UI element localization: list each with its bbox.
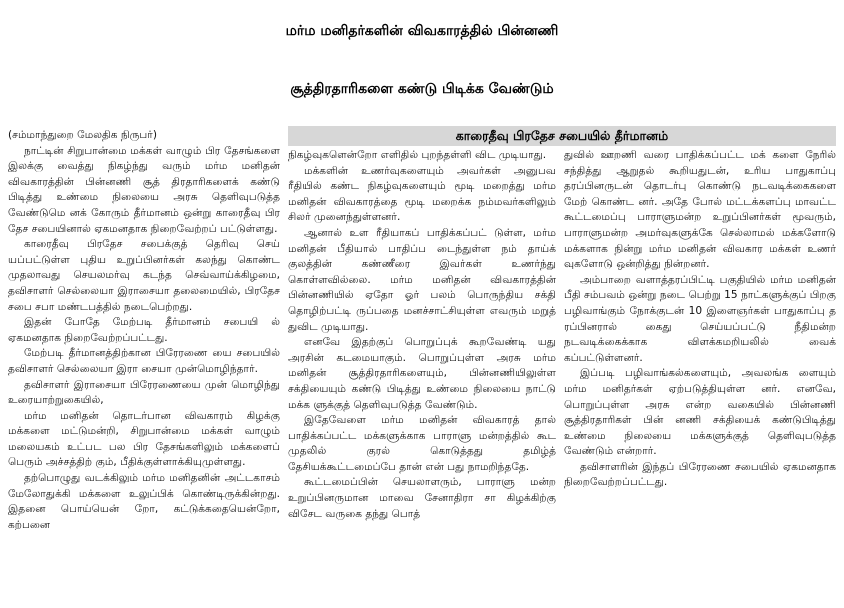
paragraph: கூட்டமைப்பின் செயலாளரும், பாராளு மன்ற உறுப்பினருமான மாவை சேனாதிரா சா கிழக்கிற்கு விசேட வருகை தந்து பொத் xyxy=(288,476,556,520)
headline-line-2: சூத்திரதாரிகளை கண்டு பிடிக்க வேண்டும் xyxy=(290,81,554,97)
headline-line-1: மர்ம மனிதர்களின் விவகாரத்தில் பின்னணி xyxy=(285,23,559,39)
paragraph: நாட்டின் சிறுபான்மை மக்கள் வாழும் பிர தேசங்களை இலக்கு வைத்து நிகழ்ந்து வரும் மர்ம மனிதன் விவகாரத்தின் பின்னணி சூத் திரதாரிகளைக் கண்டு பிடித்து உண்மை நிலையை அரசு தெளிவுபடுத்த வேண்டுமெ னக் கோரும் தீர்மானம் ஒன்று காரைதீவு பிர தேச சபையினால் ஏகமனதாக நிறைவேற்றப் பட்டுள்ளது. xyxy=(8,144,280,235)
paragraph: மர்ம மனிதன் தொடர்பான விவகாரம் கிழக்கு மக்களை மட்டுமன்றி, சிறுபான்மை மக்கள் வாழும் மலையகம் உட்பட பல பிர தேசங்களிலும் மக்களைப் பெரும் அச்சத்திற் கும், பீதிக்குள்ளாக்கியுமுள்ளது. xyxy=(8,409,280,469)
paragraph: இப்படி பழிவாங்கல்களையும், அவலங்க ளையும் மர்ம மனிதர்கள் ஏற்படுத்தியுள்ள னர். எனவே, பொறுப்புள்ள அரசு என்ற வகையில் பின்னணி சூத்திரதாரிகள் பின் னணி சக்தியைக் கண்டுபிடித்து உண்மை நிலையை மக்களுக்குத் தெளிவுபடுத்த வேண்டும் என்றார். xyxy=(564,367,836,458)
paragraph: தற்பொழுது வடக்கிலும் மர்ம மனிதனின் அட்டகாசம் மேலோதுக்கி மக்களை உலுப்பிக் கொண்டிருக்கின்றது. இதனை பொய்யென் றோ, கட்டுக்கதையென்றோ, கற்பனை xyxy=(8,472,280,531)
paragraph: மேற்படி தீர்மானத்திற்கான பிரேரணை யை சபையில் தவிசாளர் செல்லையா இரா சையா முன்மொழிந்தார். xyxy=(8,347,280,375)
paragraph: காரைதீவு பிரதேச சபைக்குத் தெரிவு செய் யப்பட்டுள்ள புதிய உறுப்பினர்கள் கலந்து கொண்ட முதலாவது செயலமர்வு கடந்த செவ்வாய்க்கிழமை, தவிசாளர் செல்லையா இராசையா தலைமையில், பிரதேச சபை சபா மண்டபத்தில் நடைபெற்றது. xyxy=(8,238,280,313)
article-column-2 xyxy=(288,148,556,604)
paragraph: மக்களின் உணர்வுகளையும் அவர்கள் அனுபவ ரீதியில் கண்ட நிகழ்வுகளையும் மூடி மறைத்து மர்ம மனிதன் விவகாரத்தை மூடி மறைக்க நம்மவர்களிலும் சிலர் முனைந்துள்ளனர். xyxy=(288,164,556,224)
paragraph: எனவே இதற்குப் பொறுப்புக் கூறவேண்டி யது அரசின் கடமையாகும். பொறுப்புள்ள அரசு மர்ம மனிதன் சூத்திரதாரிகளையும், பின்னணியிலுள்ள சக்தியையும் கண்டு பிடித்து உண்மை நிலையை நாட்டு மக்க ளுக்குத் தெளிவுபடுத்த வேண்டும். xyxy=(288,336,556,411)
paragraph: நிகழ்வுகளென்றோ எளிதில் புறந்தள்ளி விட முடியாது. xyxy=(288,149,547,161)
article-column-1 xyxy=(8,128,280,604)
paragraph: துவில் ஊறணி வரை பாதிக்கப்பட்ட மக் களை நேரில் சந்தித்து ஆறுதல் கூறியதுடன், உரிய பாதுகாப்பு தரப்பினருடன் தொடர்பு கொண்டு நடவடிக்கைகளை மேற் கொண்ட னர். அதே போல் மட்டக்களப்பு மாவட்ட கூட்டமைப்பு பாராளுமன்ற உறுப்பினர்கள் மூவரும், பாராளுமன்ற அமர்வுகளுக்கே செல்லாமல் மக்களோடு மக்களாக நின்று மர்ம மனிதன் விவகார மக்கள் உணர் வுகளோடு ஒன்றித்து நின்றனர். xyxy=(564,149,836,271)
paragraph: இதன் போதே மேற்படி தீர்மானம் சபையி ல் ஏகமனதாக நிறைவேற்றப்பட்டது. xyxy=(8,316,280,344)
byline: (சம்மாந்துறை மேலதிக நிருபர்) xyxy=(8,129,157,141)
paragraph: தவிசாளர் இராசையா பிரேரணையை முன் மொழிந்து உரையாற்றுகையில், xyxy=(8,378,280,407)
paragraph: தவிசாளரின் இந்தப் பிரேரணை சபையில் ஏகமனதாக நிறைவேற்றப்பட்டது. xyxy=(564,460,836,489)
paragraph: அம்பாறை வளாத்தரப்பிட்டி பகுதியில் மர்ம மனிதன் பீதி சம்பவம் ஒன்று நடை பெற்று 15 நாட்களுக்குப் பிறகு பழிவாங்கும் நோக்குடன் 10 இளைஞர்கள் பாதுகாப்பு த ரப்பினரால் கைது செய்யப்பட்டு நீதிமன்ற நடவடிக்கைக்காக விளக்கமறியலில் வைக் கப்பட்டுள்ளனர். xyxy=(564,273,836,364)
article-column-3 xyxy=(564,148,836,604)
paragraph: ஆனால் உள ரீதியாகப் பாதிக்கப்பட் டுள்ள, மர்ம மனிதன் பீதியால் பாதிப்ப டைந்துள்ள நம் தாய்க் குலத்தின் கண்ணீரை இவர்கள் உணர்ந்து கொள்ளவில்லை. மர்ம மனிதன் விவகாரத்தின் பின்னணியில் ஏதோ ஓர் பலம் பொருந்திய சக்தி தொழிற்பட்டி ருப்பதை மனச்சாட்சியுள்ள எவரும் மறுத் துவிட முடியாது. xyxy=(288,226,556,333)
paragraph: இதேவேளை மர்ம மனிதன் விவகாரத் தால் பாதிக்கப்பட்ட மக்களுக்காக பாராளு மன்றத்தில் கூட முதலில் குரல் கொடுத்தது தமிழ்த் தேசியக்கூட்டமைப்பே தான் என் பது நாமறிந்ததே. xyxy=(288,414,556,473)
subheading-banner: காரைதீவு பிரதேச சபையில் தீர்மானம் xyxy=(288,126,836,146)
